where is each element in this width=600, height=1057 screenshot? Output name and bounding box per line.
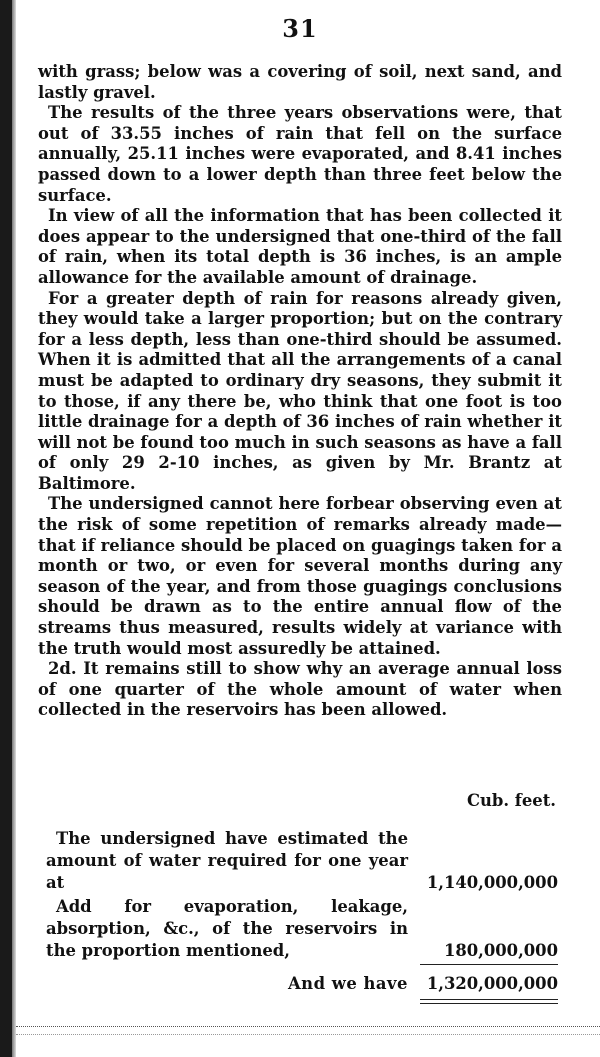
total-row: [46, 973, 558, 995]
body-text: [38, 62, 562, 721]
paragraph-one-third-allowance: In view of all the information that has been collected it does appear to the undersigned that one-third of the fall of rain, when its total depth is 36 inches, is an ample allowance for the available amount of drainage.: [38, 206, 562, 287]
paragraph-annual-loss: 2d. It remains still to show why an average annual loss of one quarter of the whole amount of water when collected in the reservoirs has been allowed.: [38, 659, 562, 720]
scan-artifact-line: [16, 1026, 600, 1027]
scan-artifact-line: [16, 1034, 600, 1035]
tally-row-amount: 180,000,000: [443, 941, 558, 960]
page-number: 31: [282, 14, 318, 43]
tally-row-description: Add for evaporation, leakage, absorption, &c., of the reservoirs in the proportion mentioned,: [46, 897, 408, 960]
paragraph-continuation: with grass; below was a covering of soil, next sand, and lastly gravel.: [38, 62, 562, 102]
paragraph-repetition-remarks: The undersigned cannot here forbear observing even at the risk of some repetition of remarks already made—that if reliance should be placed on guagings taken for a month or two, or even for several months during any season of the year, and from those guagings conclusions should be drawn as to the entire annual flow of the streams thus measured, results widely at variance with the truth would most assuredly be attained.: [38, 494, 562, 658]
total-double-rule: [420, 999, 558, 1004]
water-tally: [46, 790, 558, 1004]
tally-row-amount: 1,140,000,000: [426, 873, 558, 892]
tally-row: [46, 896, 558, 962]
binding-edge: [0, 0, 12, 1057]
paragraph-greater-depth: For a greater depth of rain for reasons already given, they would take a larger proportion; but on the contrary for a less depth, less than one-third should be assumed. When it is admitted that all the arrangements of a canal must be adapted to ordinary dry seasons, they submit it to those, if any there be, who think that one foot is too little drainage for a depth of 36 inches of rain whether it will not be found too much in such seasons as have a fall of only 29 2-10 inches, as given by Mr. Brantz at Baltimore.: [38, 288, 562, 493]
tally-row: [46, 828, 558, 894]
total-amount: 1,320,000,000: [426, 974, 558, 993]
binding-shadow: [12, 0, 16, 1057]
unit-header: Cub. feet.: [466, 791, 556, 810]
total-label: And we have: [287, 974, 408, 993]
sum-rule: [420, 964, 558, 965]
paragraph-observation-results: The results of the three years observations were, that out of 33.55 inches of rain that fell on the surface annually, 25.11 inches were evaporated, and 8.41 inches passed down to a lower depth than three feet below the surface.: [38, 103, 562, 205]
tally-row-description: The undersigned have estimated the amount of water required for one year at: [46, 829, 408, 892]
